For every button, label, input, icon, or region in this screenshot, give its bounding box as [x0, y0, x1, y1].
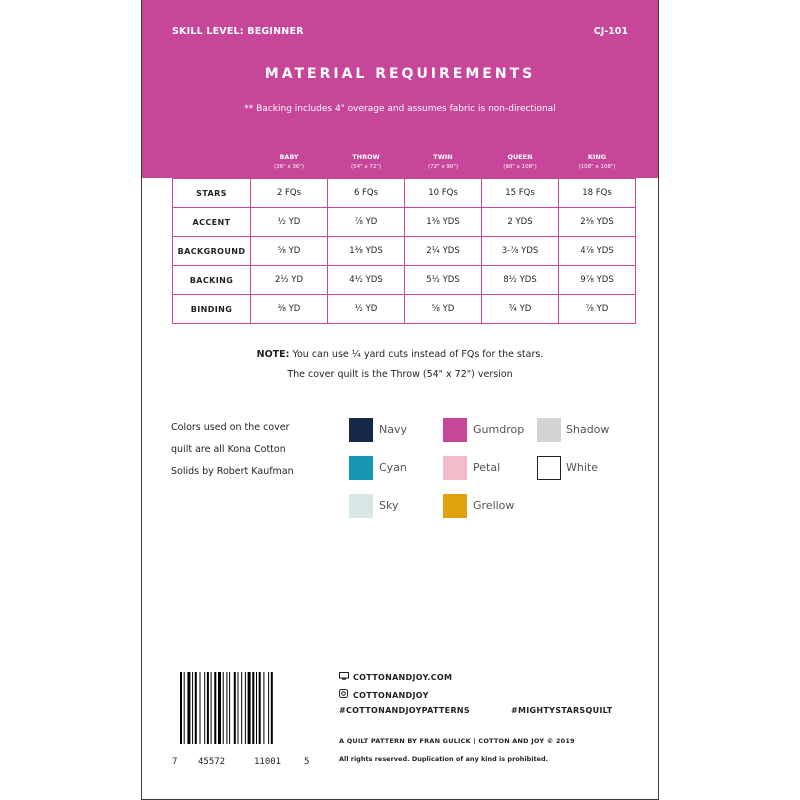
table-cell: 5½ YDS [405, 266, 482, 295]
row-label: BACKING [173, 266, 251, 295]
table-row [173, 295, 636, 324]
table-cell: ⅞ YD [328, 208, 405, 237]
table-cell: ⅝ YD [251, 237, 328, 266]
swatch-label: Navy [379, 423, 407, 436]
table-row [173, 237, 636, 266]
table-cell: 4⅞ YDS [559, 237, 636, 266]
table-cell: ⅝ YD [405, 295, 482, 324]
table-cell: 2¼ YDS [405, 237, 482, 266]
table-row [173, 266, 636, 295]
swatch-label: Grellow [473, 499, 515, 512]
column-header: QUEEN (90" x 108") [482, 145, 559, 179]
barcode-digit: 5 [304, 757, 310, 767]
swatch-cyan [349, 456, 373, 480]
swatch-sky [349, 494, 373, 518]
skill-level: SKILL LEVEL: BEGINNER [172, 26, 304, 37]
barcode-digit: 7 [172, 757, 178, 767]
swatch-white [537, 456, 561, 480]
table-row [173, 179, 636, 208]
pattern-back-cover [141, 0, 659, 800]
table-cell: 2 FQs [251, 179, 328, 208]
colors-description: Colors used on the cover quilt are all Kona Cotton Solids by Robert Kaufman [171, 422, 294, 477]
swatch-label: Petal [473, 461, 501, 474]
swatch-label: Sky [379, 499, 399, 512]
table-cell: 2 YDS [482, 208, 559, 237]
website-link[interactable]: COTTONANDJOY.COM [353, 673, 453, 682]
table-cell: ⅞ YD [559, 295, 636, 324]
table-cell: 2½ YD [251, 266, 328, 295]
barcode [180, 672, 296, 744]
row-label: ACCENT [173, 208, 251, 237]
note-text: You can use ¼ yard cuts instead of FQs for the stars. [289, 349, 544, 360]
fq-note [142, 349, 658, 360]
row-label: BINDING [173, 295, 251, 324]
table-cell: 15 FQs [482, 179, 559, 208]
website-line [339, 672, 452, 682]
hashtag-quilt: #MIGHTYSTARSQUILT [511, 706, 613, 715]
rights-notice: All rights reserved. Duplication of any kind is prohibited. [339, 755, 549, 763]
swatch-petal [443, 456, 467, 480]
swatch-gumdrop [443, 418, 467, 442]
row-label: BACKGROUND [173, 237, 251, 266]
swatch-label: Shadow [566, 423, 610, 436]
instagram-handle[interactable]: COTTONANDJOY [353, 691, 429, 700]
table-cell: 3-⅞ YDS [482, 237, 559, 266]
swatch-grellow [443, 494, 467, 518]
instagram-line [339, 689, 429, 700]
table-cell: ½ YD [328, 295, 405, 324]
backing-note: ** Backing includes 4" overage and assumes fabric is non-directional [244, 104, 556, 114]
row-label: STARS [173, 179, 251, 208]
table-cell: 9⅞ YDS [559, 266, 636, 295]
table-cell: ½ YD [251, 208, 328, 237]
swatch-label: Cyan [379, 461, 407, 474]
page-title: MATERIAL REQUIREMENTS [264, 66, 536, 82]
pattern-code: CJ-101 [593, 26, 628, 37]
barcode-digit: 11001 [254, 757, 282, 767]
swatch-shadow [537, 418, 561, 442]
column-header: THROW (54" x 72") [328, 145, 405, 179]
column-header: TWIN (72" x 90") [405, 145, 482, 179]
pattern-credit: A QUILT PATTERN BY FRAN GULICK | COTTON AND JOY © 2019 [339, 737, 575, 745]
column-header: KING (108" x 108") [559, 145, 636, 179]
swatch-label: Gumdrop [473, 423, 525, 436]
table-row [173, 208, 636, 237]
note-label: NOTE: [256, 349, 290, 360]
table-cell: 4½ YDS [328, 266, 405, 295]
barcode-digit: 45572 [198, 757, 226, 767]
cover-note: The cover quilt is the Throw (54" x 72") version [287, 369, 513, 380]
material-requirements-table [172, 144, 636, 324]
swatch-label: White [566, 461, 598, 474]
table-header-row [173, 145, 636, 179]
table-cell: 1⅜ YDS [405, 208, 482, 237]
table-cell: 10 FQs [405, 179, 482, 208]
monitor-icon [339, 672, 349, 682]
table-cell: ⅜ YD [251, 295, 328, 324]
table-cell: 1⅜ YDS [328, 237, 405, 266]
column-header: BABY (36" x 36") [251, 145, 328, 179]
table-cell: ¾ YD [482, 295, 559, 324]
table-cell: 2⅜ YDS [559, 208, 636, 237]
table-cell: 18 FQs [559, 179, 636, 208]
swatch-navy [349, 418, 373, 442]
table-cell: 8½ YDS [482, 266, 559, 295]
hashtag-patterns: #COTTONANDJOYPATTERNS [339, 706, 470, 715]
table-cell: 6 FQs [328, 179, 405, 208]
instagram-icon [339, 689, 349, 700]
